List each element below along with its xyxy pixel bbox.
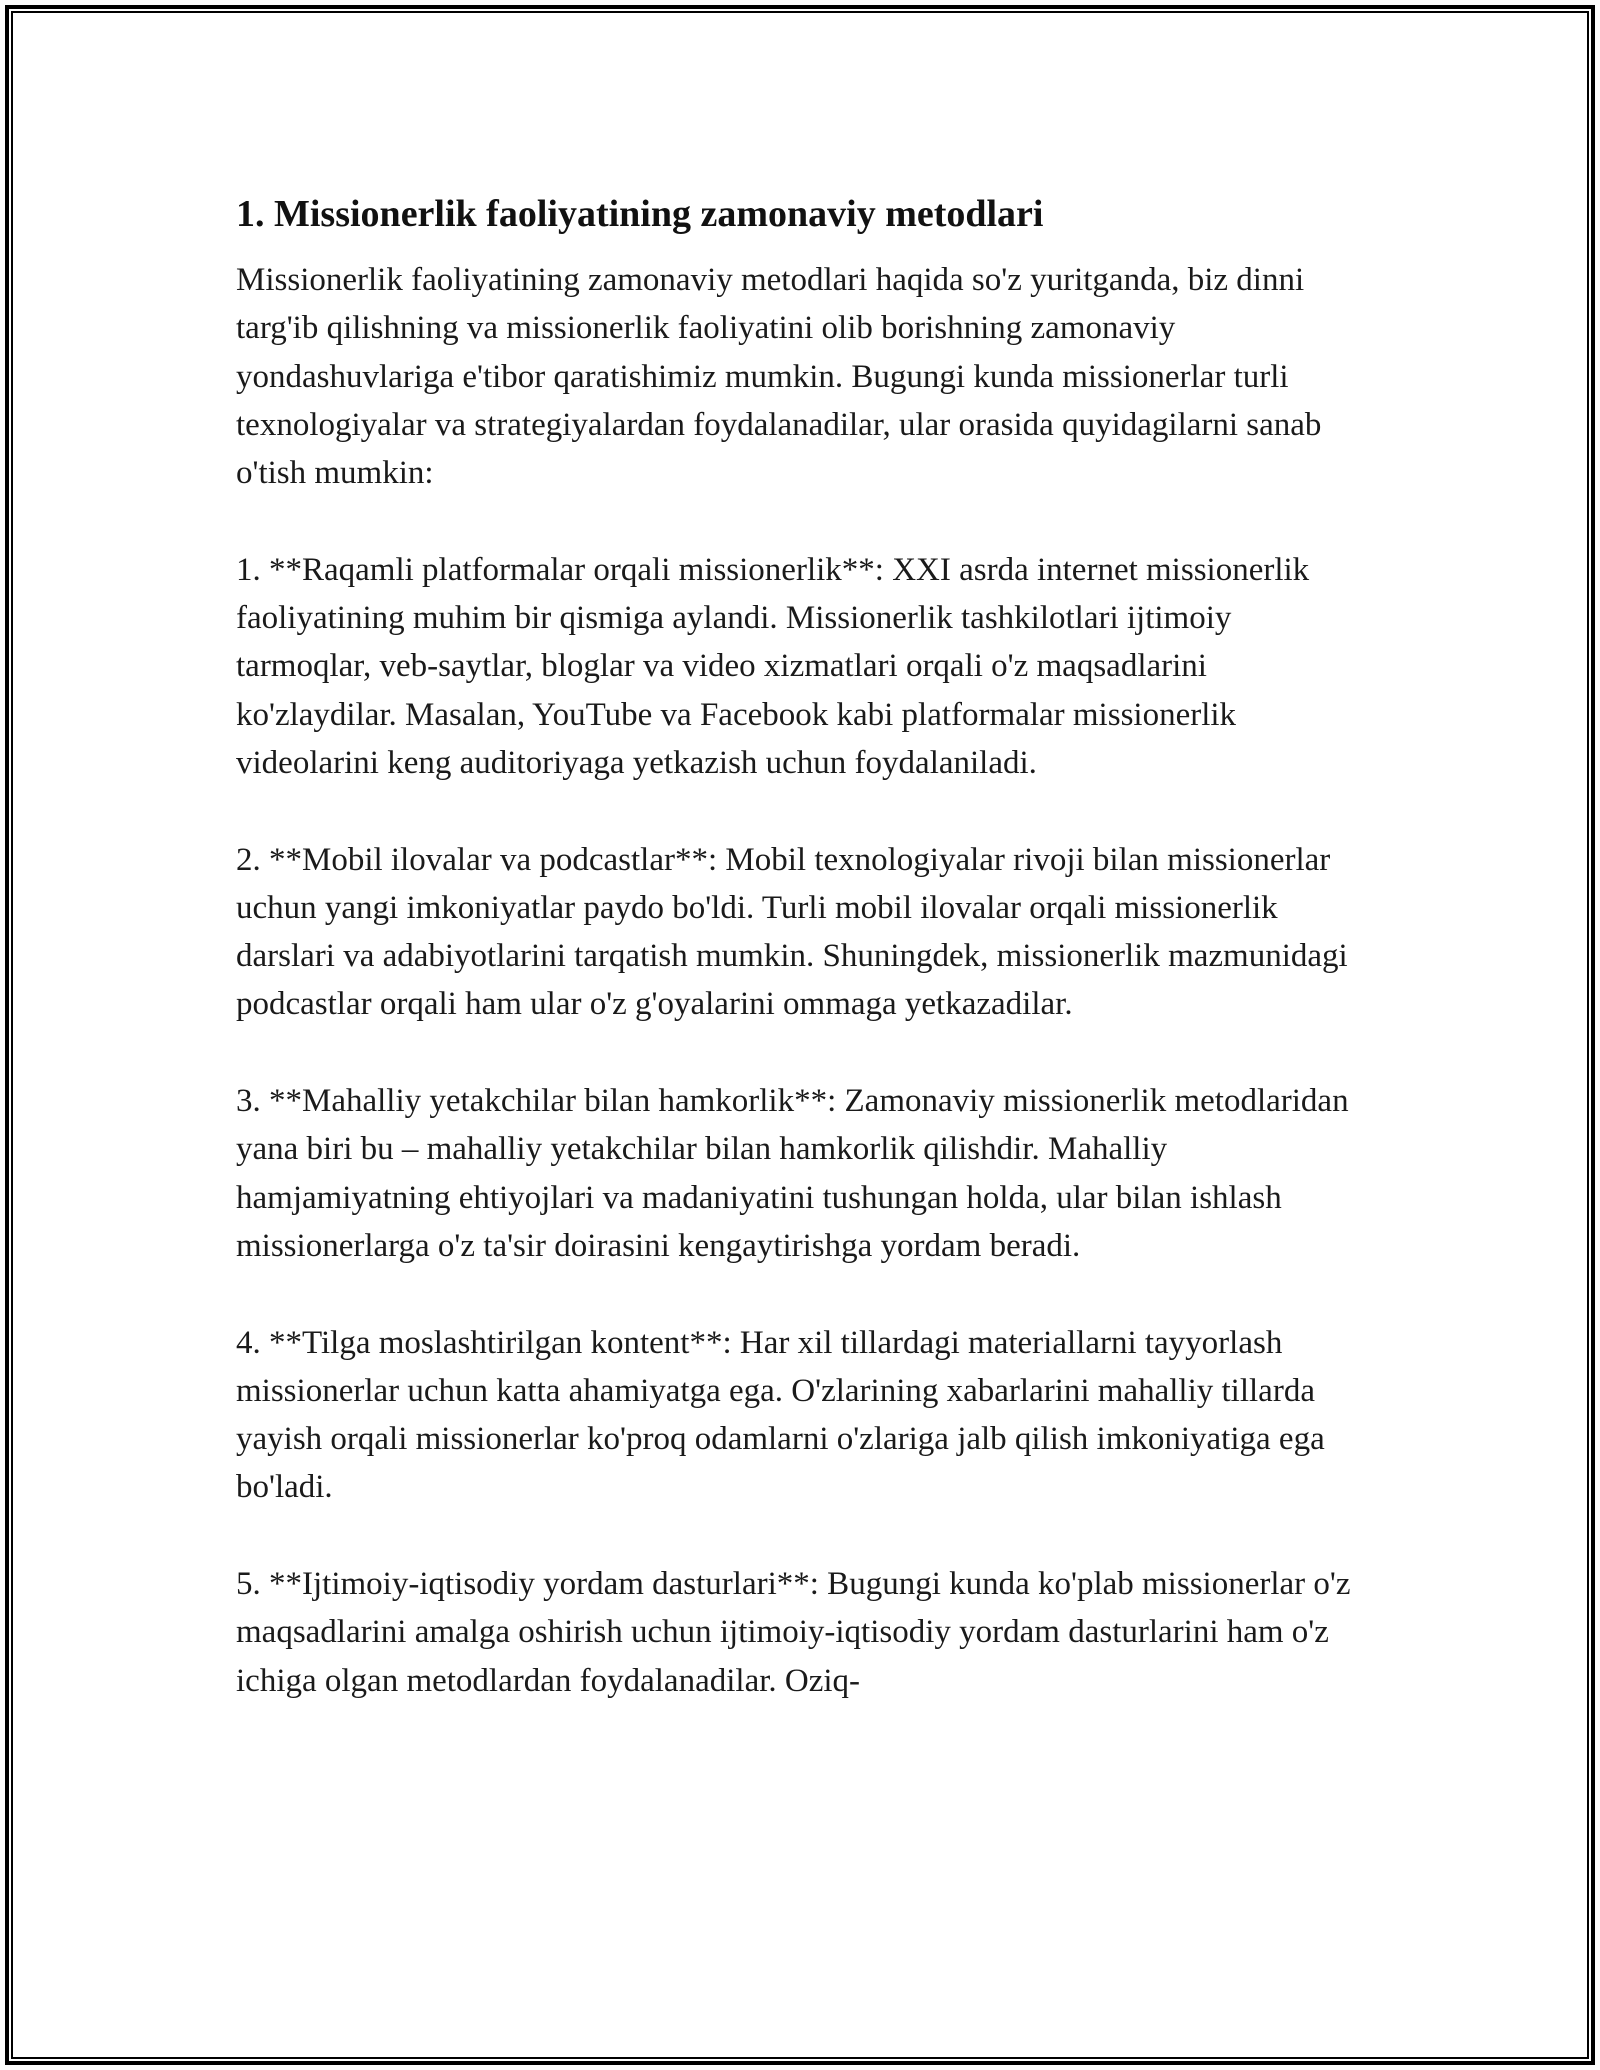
list-item-digital-platforms: 1. **Raqamli platformalar orqali missionerlik**: XXI asrda internet missionerlik faoliyatining muhim bir qismiga aylandi. Missionerlik tashkilotlari ijtimoiy tarmoqlar, veb-saytlar, bloglar va video xizmatlari orqali o'z maqsadlarini ko'zlaydilar. Masalan, YouTube va Facebook kabi platformalar missionerlik videolarini keng auditoriyaga yetkazish uchun foydalaniladi.: [236, 551, 1310, 781]
section-heading: 1. Missionerlik faoliyatining zamonaviy metodlari: [236, 193, 1044, 235]
document-body: [236, 186, 1366, 1753]
intro-paragraph: Missionerlik faoliyatining zamonaviy metodlari haqida so'z yuritganda, biz dinni targ'ib qilishning va missionerlik faoliyatini olib borishning zamonaviy yondashuvlariga e'tibor qaratishimiz mumkin. Bugungi kunda missionerlar turli texnologiyalar va strategiyalardan foydalanadilar, ular orasida quyidagilarni sanab o'tish mumkin:: [236, 262, 1322, 492]
list-item-socioeconomic-aid: 5. **Ijtimoiy-iqtisodiy yordam dasturlari**: Bugungi kunda ko'plab missionerlar o'z maqsadlarini amalga oshirish uchun ijtimoiy-iqtisodiy yordam dasturlarini ham o'z ichiga olgan metodlardan foydalanadilar. Oziq-: [236, 1566, 1351, 1699]
list-item-localized-content: 4. **Tilga moslashtirilgan kontent**: Har xil tillardagi materiallarni tayyorlash missionerlar uchun katta ahamiyatga ega. O'zlarining xabarlarini mahalliy tillarda yayish orqali missionerlar ko'proq odamlarni o'zlariga jalb qilish imkoniyatiga ega bo'ladi.: [236, 1324, 1325, 1506]
list-item-local-leaders: 3. **Mahalliy yetakchilar bilan hamkorlik**: Zamonaviy missionerlik metodlaridan yana biri bu – mahalliy yetakchilar bilan hamkorlik qilishdir. Mahalliy hamjamiyatning ehtiyojlari va madaniyatini tushungan holda, ular bilan ishlash missionerlarga o'z ta'sir doirasini kengaytirishga yordam beradi.: [236, 1083, 1349, 1264]
list-item-mobile-apps: 2. **Mobil ilovalar va podcastlar**: Mobil texnologiyalar rivoji bilan missionerlar uchun yangi imkoniyatlar paydo bo'ldi. Turli mobil ilovalar orqali missionerlik darslari va adabiyotlarini tarqatish mumkin. Shuningdek, missionerlik mazmunidagi podcastlar orqali ham ular o'z g'oyalarini ommaga yetkazadilar.: [236, 841, 1348, 1023]
